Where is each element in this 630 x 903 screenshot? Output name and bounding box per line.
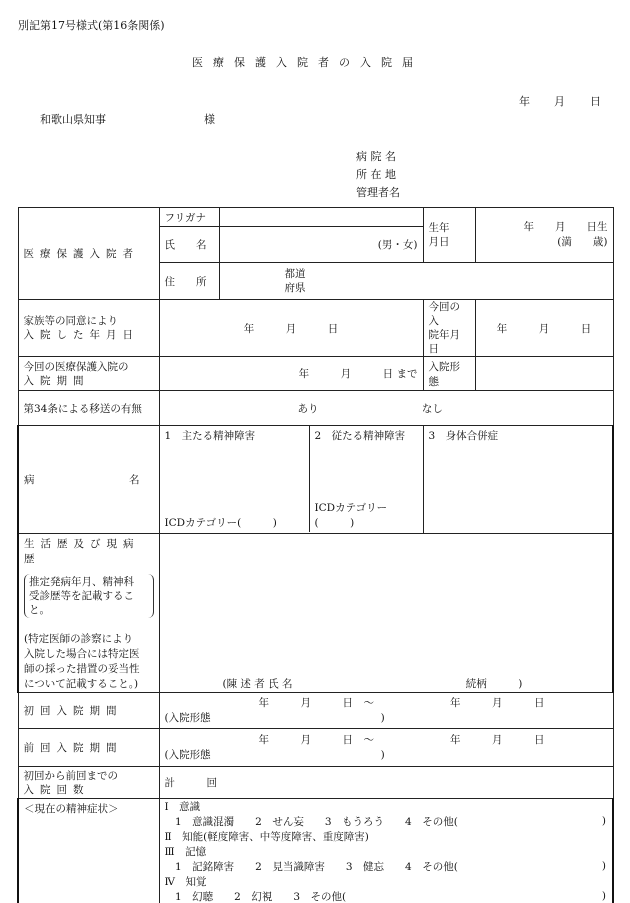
secondary-disorder-cell[interactable] bbox=[310, 426, 423, 532]
address-label: 住 所 bbox=[159, 263, 219, 300]
admission-form-field[interactable] bbox=[475, 357, 613, 391]
primary-icd-field[interactable]: ICDカテゴリー( ) bbox=[164, 517, 277, 529]
primary-disorder-title: 1 主たる精神障害 bbox=[164, 430, 256, 442]
statement-name-label: (陳 述 者 氏 名 bbox=[222, 678, 293, 690]
date-year-label: 年 bbox=[519, 95, 530, 108]
hospital-address-label: 所 在 地 bbox=[356, 168, 396, 181]
symptom-line-perception: Ⅳ 知覚 bbox=[164, 876, 207, 888]
period-label: 今回の医療保護入院の 入院期間 bbox=[18, 357, 159, 391]
special-physician-note: (特定医師の診察により 入院した場合には特定医 師の採った措置の妥当性 について記載すること。) bbox=[24, 633, 140, 690]
this-admission-date-label: 今回の入 院年月日 bbox=[423, 300, 475, 357]
birthdate-field[interactable]: 年 月 日生 (満 歳) bbox=[475, 208, 613, 263]
symptom-line-perception-options[interactable]: 1 幻聴 2 幻視 3 その他( bbox=[164, 891, 347, 903]
symptom-line-consciousness-options[interactable]: 1 意識混濁 2 せん妄 3 もうろう 4 その他( bbox=[164, 816, 458, 828]
secondary-icd-field[interactable]: ICDカテゴリー( ) bbox=[314, 502, 388, 529]
admission-count-field[interactable]: 計 回 bbox=[159, 767, 613, 799]
furigana-field[interactable] bbox=[219, 208, 423, 227]
symptom-line-memory: Ⅲ 記憶 bbox=[164, 846, 207, 858]
symptom-line-consciousness: Ⅰ 意識 bbox=[164, 801, 201, 813]
statement-relation-label: 続柄 ) bbox=[465, 678, 523, 690]
gender-options[interactable]: (男・女) bbox=[377, 239, 418, 251]
first-admission-label: 初回入院期間 bbox=[18, 693, 159, 729]
symptoms-field[interactable] bbox=[159, 799, 613, 903]
close-paren-2: ) bbox=[601, 860, 606, 872]
addressee-honorific: 様 bbox=[204, 113, 215, 126]
consent-date-field[interactable]: 年 月 日 bbox=[159, 300, 423, 357]
form-number: 別記第17号様式(第16条関係) bbox=[18, 19, 165, 32]
close-paren-3: ) bbox=[601, 890, 606, 902]
furigana-label: フリガナ bbox=[159, 208, 219, 227]
transfer-label: 第34条による移送の有無 bbox=[18, 391, 159, 426]
symptom-line-intelligence[interactable]: Ⅱ 知能(軽度障害、中等度障害、重度障害) bbox=[164, 831, 369, 843]
page-title: 医療保護入院者の入院届 bbox=[192, 56, 423, 69]
hospital-name-label: 病 院 名 bbox=[356, 150, 396, 163]
address-field[interactable]: 都道 府県 bbox=[219, 263, 613, 300]
transfer-no-option[interactable]: なし bbox=[421, 402, 443, 415]
admission-form-label: 入院形態 bbox=[423, 357, 475, 391]
secondary-disorder-title: 2 従たる精神障害 bbox=[314, 430, 406, 442]
name-field[interactable] bbox=[219, 227, 423, 263]
addressee: 和歌山県知事 bbox=[40, 113, 106, 126]
admission-count-label: 初回から前回までの 入院回数 bbox=[18, 767, 159, 799]
transfer-yes-option[interactable]: あり bbox=[297, 402, 319, 415]
symptoms-label: ＜現在の精神症状＞ bbox=[18, 799, 159, 903]
previous-admission-label: 前回入院期間 bbox=[18, 729, 159, 767]
date-month-label: 月 bbox=[554, 95, 565, 108]
consent-date-label: 家族等の同意により 入院した年月日 bbox=[18, 300, 159, 357]
hospital-manager-label: 管理者名 bbox=[356, 186, 400, 199]
transfer-field[interactable] bbox=[159, 391, 613, 426]
physical-complication-title: 3 身体合併症 bbox=[428, 430, 499, 442]
history-field[interactable] bbox=[159, 534, 613, 693]
admission-form-table bbox=[17, 207, 614, 903]
previous-admission-field[interactable]: 年 月 日 ～ 年 月 日 (入院形態 ) bbox=[159, 729, 613, 767]
disease-label: 病 名 bbox=[18, 426, 159, 534]
close-paren-1: ) bbox=[601, 815, 606, 827]
physical-complication-cell[interactable] bbox=[423, 426, 613, 534]
birthdate-label: 生年 月日 bbox=[423, 208, 475, 263]
primary-disorder-cell[interactable] bbox=[160, 426, 310, 532]
name-label: 氏 名 bbox=[159, 227, 219, 263]
history-label-cell: 生活歴及び現病歴 推定発病年月、精神科 受診歴等を記載するこ と。 (特定医師の診察により 入院した場合には特定医 師の採った措置の妥当性 について記載すること。) bbox=[18, 534, 159, 693]
this-admission-date-field[interactable]: 年 月 日 bbox=[475, 300, 613, 357]
date-day-label: 日 bbox=[590, 95, 601, 108]
first-admission-field[interactable]: 年 月 日 ～ 年 月 日 (入院形態 ) bbox=[159, 693, 613, 729]
history-note: 推定発病年月、精神科 受診歴等を記載するこ と。 bbox=[24, 574, 154, 618]
period-field[interactable]: 年 月 日 まで bbox=[159, 357, 423, 391]
symptom-line-memory-options[interactable]: 1 記銘障害 2 見当識障害 3 健忘 4 その他( bbox=[164, 861, 458, 873]
patient-section-label: 医療保護入院者 bbox=[18, 208, 159, 300]
